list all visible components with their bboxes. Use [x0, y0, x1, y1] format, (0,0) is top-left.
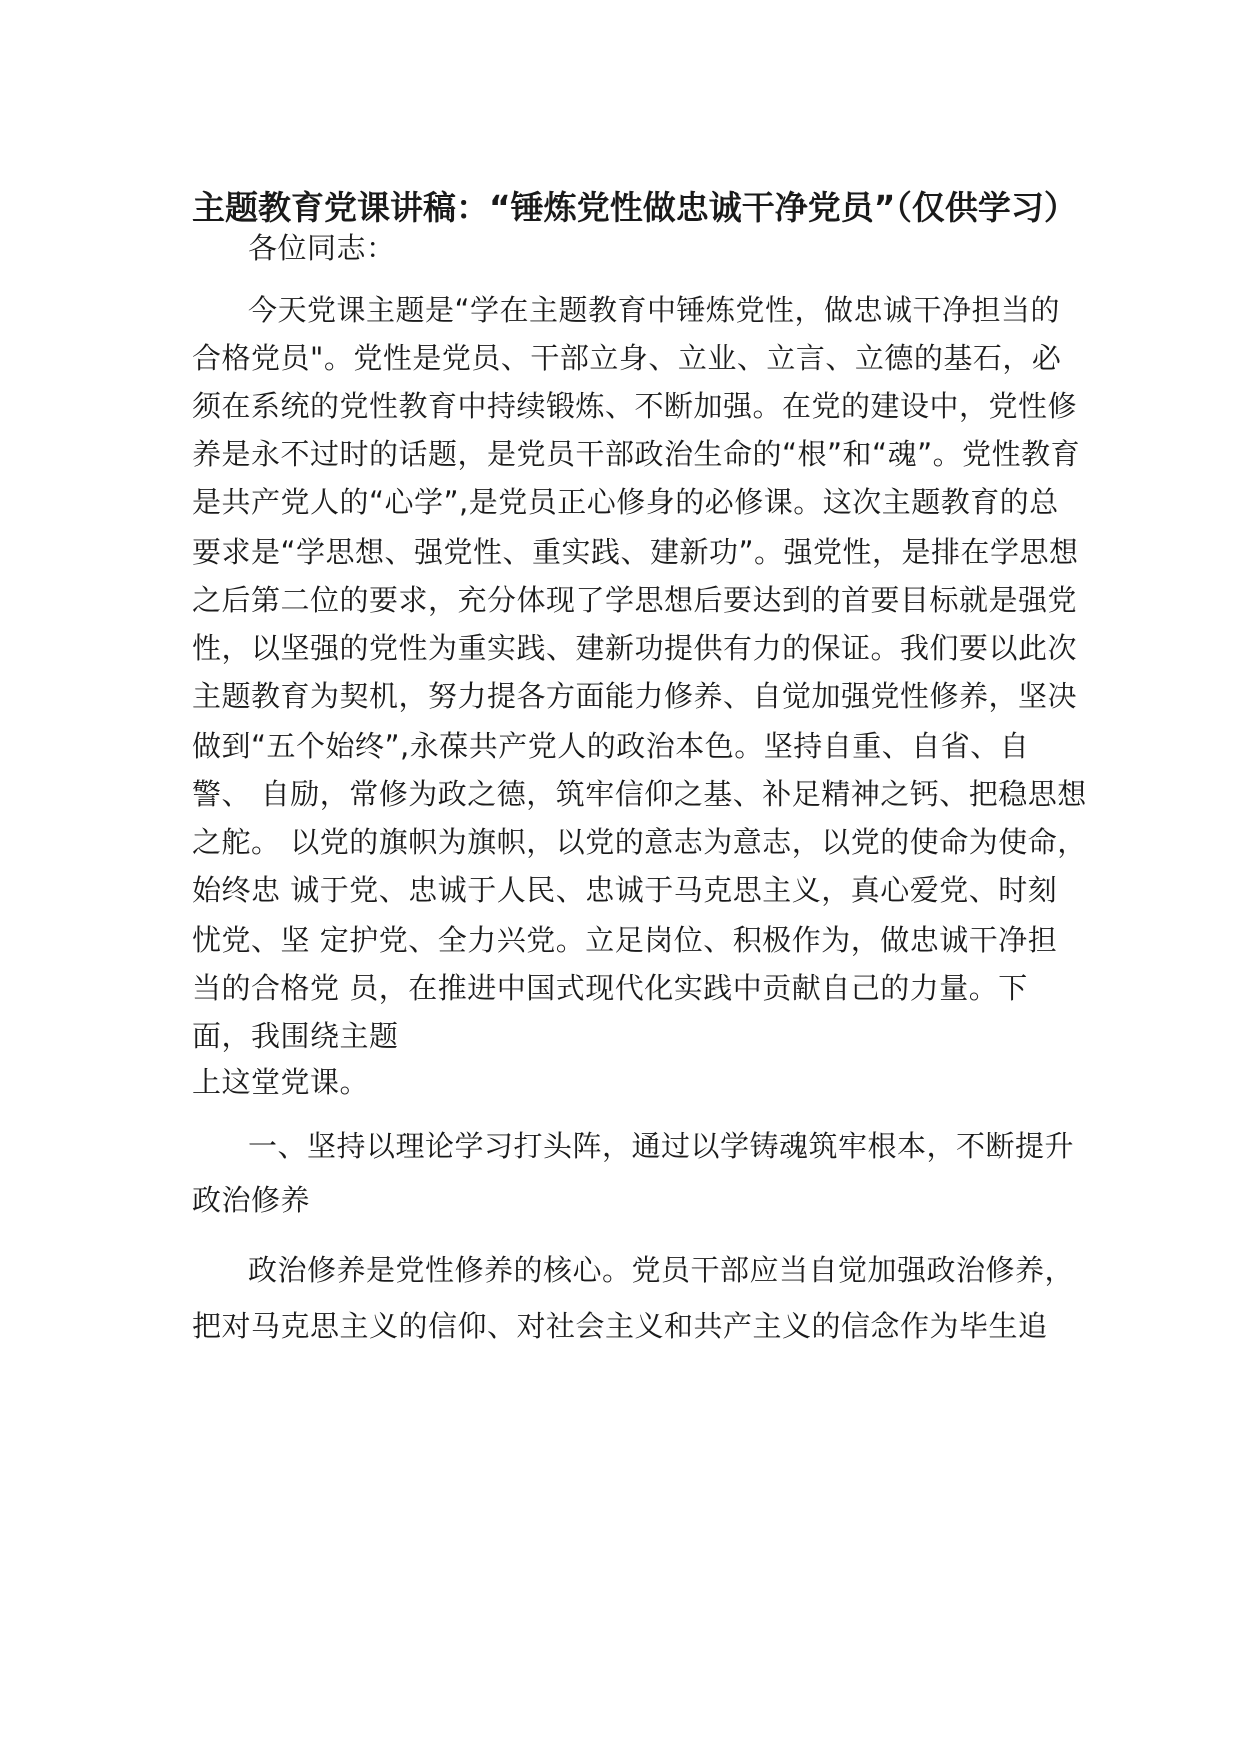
paragraph-line: 之舵。 以党的旗帜为旗帜，以党的意志为意志，以党的使命为使命，: [192, 825, 1087, 859]
paragraph-line: 忧党、坚 定护党、全力兴党。立足岗位、积极作为，做忠诚干净担: [192, 923, 1058, 957]
paragraph-line: 今天党课主题是“学在主题教育中锤炼党性，做忠诚干净担当的: [248, 293, 1061, 327]
paragraph-line: 做到“五个始终”,永葆共产党人的政治本色。坚持自重、自省、自: [192, 729, 1030, 763]
paragraph-line: 性，以坚强的党性为重实践、建新功提供有力的保证。我们要以此次: [192, 631, 1078, 665]
paragraph-line: 警、 自励，常修为政之德，筑牢信仰之基、补足精神之钙、把稳思想: [192, 777, 1087, 811]
document-title: 主题教育党课讲稿：“锤炼党性做忠诚干净党员”（仅供学习）: [192, 188, 1077, 227]
salutation: 各位同志：: [248, 231, 396, 265]
paragraph-line: 政治修养是党性修养的核心。党员干部应当自觉加强政治修养，: [248, 1253, 1075, 1287]
paragraph-line: 养是永不过时的话题，是党员干部政治生命的“根”和“魂”。党性教育: [192, 437, 1081, 471]
section-heading-line: 一、坚持以理论学习打头阵，通过以学铸魂筑牢根本，不断提升: [248, 1129, 1075, 1163]
paragraph-line: 当的合格党 员，在推进中国式现代化实践中贡献自己的力量。下: [192, 971, 1028, 1005]
paragraph-line: 合格党员"。党性是党员、干部立身、立业、立言、立德的基石，必: [192, 341, 1062, 375]
paragraph-line: 把对马克思主义的信仰、对社会主义和共产主义的信念作为毕生追: [192, 1309, 1048, 1343]
paragraph-line: 始终忠 诚于党、忠诚于人民、忠诚于马克思主义，真心爱党、时刻: [192, 873, 1058, 907]
section-heading-line: 政治修养: [192, 1183, 311, 1217]
paragraph-line: 上这堂党课。: [192, 1065, 370, 1099]
paragraph-line: 是共产党人的“心学”,是党员正心修身的必修课。这次主题教育的总: [192, 485, 1059, 519]
paragraph-line: 要求是“学思想、强党性、重实践、建新功”。强党性，是排在学思想: [192, 535, 1079, 569]
paragraph-line: 主题教育为契机，努力提各方面能力修养、自觉加强党性修养，坚决: [192, 679, 1078, 713]
paragraph-line: 之后第二位的要求，充分体现了学思想后要达到的首要目标就是强党: [192, 583, 1078, 617]
paragraph-line: 面，我围绕主题: [192, 1019, 399, 1053]
paragraph-line: 须在系统的党性教育中持续锻炼、不断加强。在党的建设中，党性修: [192, 389, 1078, 423]
